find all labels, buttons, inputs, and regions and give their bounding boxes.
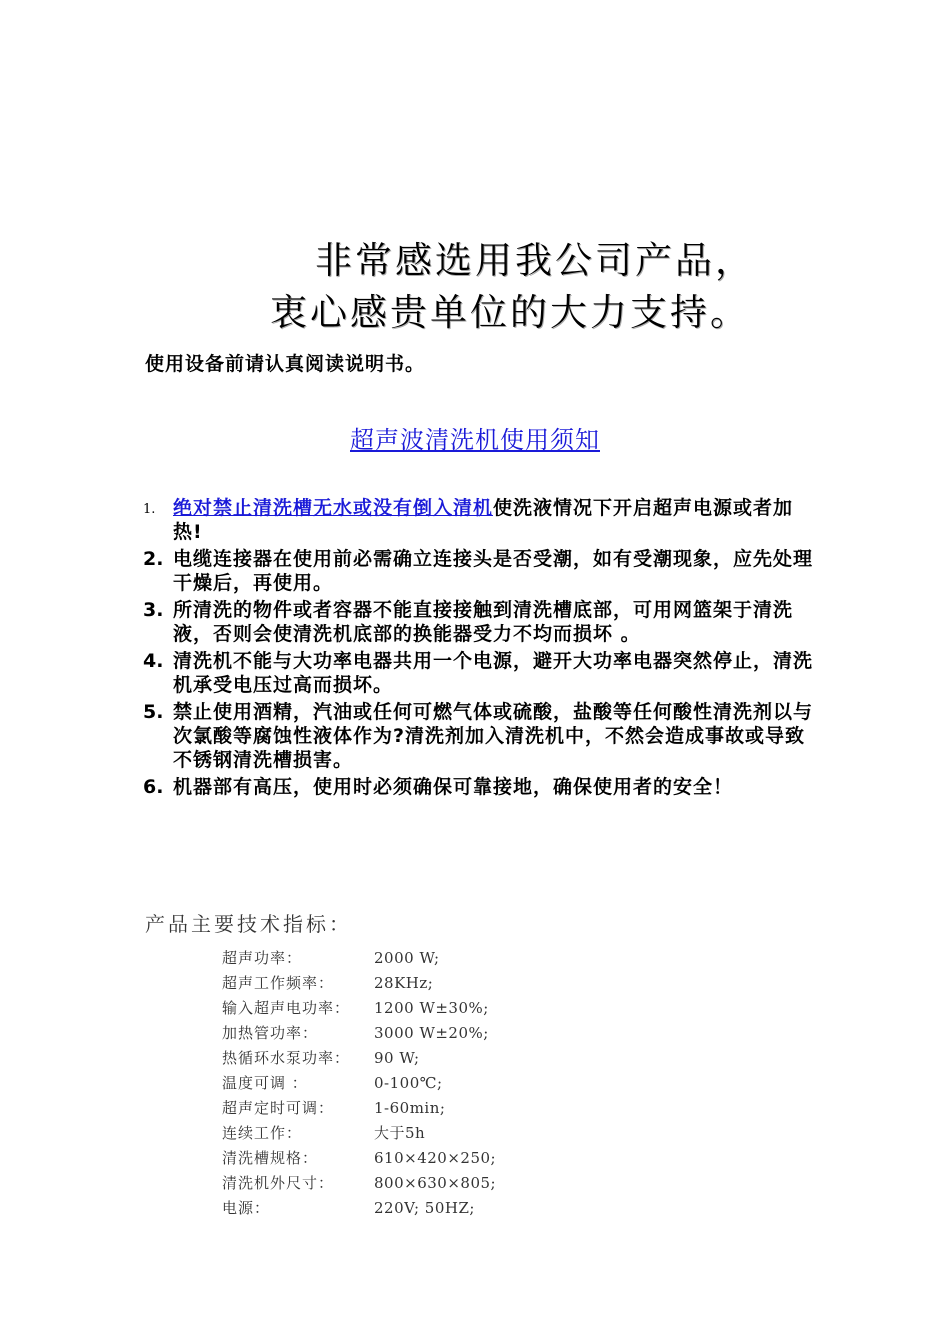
spec-label: 热循环水泵功率：: [222, 1049, 351, 1067]
notice-item-3: [143, 598, 813, 646]
spec-label: 电源：: [222, 1199, 271, 1217]
read-manual-note: 使用设备前请认真阅读说明书。: [145, 353, 426, 375]
spec-row: [222, 1121, 496, 1146]
greeting-line-1: 非常感选用我公司产品，: [315, 239, 755, 282]
notice-title[interactable]: 超声波清洗机使用须知: [350, 426, 600, 454]
notice-number: 1.: [143, 502, 156, 517]
spec-label: 清洗机外尺寸：: [222, 1174, 335, 1192]
notice-item-5: [143, 700, 813, 772]
spec-value: 28KHz;: [374, 974, 434, 992]
spec-value: 3000 W±20%;: [374, 1024, 489, 1042]
spec-label: 超声工作频率：: [222, 974, 335, 992]
notice-item-1: [143, 496, 813, 544]
spec-row: [222, 996, 496, 1021]
spec-value: 90 W;: [374, 1049, 420, 1067]
spec-row: [222, 971, 496, 996]
notice-text: 机器部有高压，使用时必须确保可靠接地，确保使用者的安全！: [173, 776, 734, 798]
spec-value: 1200 W±30%;: [374, 999, 489, 1017]
spec-row: [222, 1196, 496, 1221]
greeting-line-2: 衷心感贵单位的大力支持。: [270, 291, 750, 334]
spec-label: 温度可调 ：: [222, 1074, 308, 1092]
notice-number: 6.: [143, 776, 164, 798]
spec-label: 输入超声电功率：: [222, 999, 351, 1017]
notice-number: 5.: [143, 701, 164, 723]
spec-label: 超声功率：: [222, 949, 303, 967]
spec-row: [222, 946, 496, 971]
spec-value: 0-100℃;: [374, 1074, 443, 1092]
notice-list: [143, 496, 813, 802]
spec-title: 产品主要技术指标：: [145, 912, 352, 936]
notice-item-2: [143, 547, 813, 595]
spec-label: 清洗槽规格：: [222, 1149, 319, 1167]
notice-link[interactable]: 绝对禁止清洗槽无水或没有倒入清机: [173, 497, 494, 519]
spec-value: 610×420×250;: [374, 1149, 497, 1167]
spec-value: 800×630×805;: [374, 1174, 497, 1192]
spec-label: 超声定时可调：: [222, 1099, 335, 1117]
spec-value: 2000 W;: [374, 949, 440, 967]
spec-row: [222, 1171, 496, 1196]
spec-label: 加热管功率：: [222, 1024, 319, 1042]
spec-value: 220V; 50HZ;: [374, 1199, 475, 1217]
spec-row: [222, 1071, 496, 1096]
spec-table: [222, 946, 496, 1221]
spec-row: [222, 1096, 496, 1121]
notice-number: 2.: [143, 548, 164, 570]
notice-text: 清洗机不能与大功率电器共用一个电源，避开大功率电器突然停止，清洗机承受电压过高而损坏。: [173, 650, 814, 696]
notice-text: 禁止使用酒精，汽油或任何可燃气体或硫酸，盐酸等任何酸性清洗剂以与次氯酸等腐蚀性液体作为?清洗剂加入清洗机中，不然会造成事故或导致不锈钢清洗槽损害。: [173, 701, 814, 771]
notice-text: 使洗液情况下开启超声电源或者加热!: [173, 497, 794, 543]
notice-item-4: [143, 649, 813, 697]
notice-number: 3.: [143, 599, 164, 621]
spec-row: [222, 1146, 496, 1171]
notice-text: 电缆连接器在使用前必需确立连接头是否受潮，如有受潮现象，应先处理干燥后，再使用。: [173, 548, 814, 594]
spec-value: 大于5h: [374, 1124, 426, 1142]
notice-item-6: [143, 775, 813, 799]
spec-label: 连续工作：: [222, 1124, 303, 1142]
spec-row: [222, 1021, 496, 1046]
notice-text: 所清洗的物件或者容器不能直接接触到清洗槽底部，可用网篮架于清洗液，否则会使清洗机底部的换能器受力不均而损坏 。: [173, 599, 794, 645]
notice-number: 4.: [143, 650, 164, 672]
spec-value: 1-60min;: [374, 1099, 446, 1117]
spec-row: [222, 1046, 496, 1071]
